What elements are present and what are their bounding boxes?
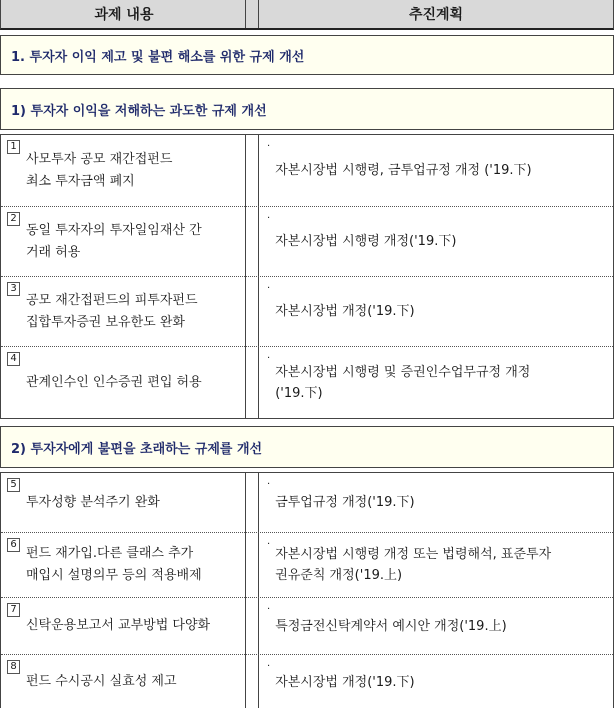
task-text: 펀드 수시공시 실효성 제고 <box>26 674 177 689</box>
item-number-box: 8 <box>7 660 20 674</box>
bullet-icon: · <box>267 213 271 224</box>
task-text: 신탁운용보고서 교부방법 다양화 <box>26 618 211 633</box>
table-row <box>1 277 613 347</box>
header-task-column: 과제 내용 <box>94 7 154 23</box>
bullet-icon: · <box>267 539 271 550</box>
group-2-table <box>0 472 614 708</box>
item-number-box: 1 <box>7 140 20 154</box>
item-number-box: 5 <box>7 478 20 492</box>
plan-text: 자본시장법 개정('19.下) <box>275 304 415 319</box>
plan-text: 자본시장법 시행령 개정 또는 법령해석, 표준투자 권유준칙 개정('19.上) <box>275 547 552 583</box>
bullet-icon: · <box>267 479 271 490</box>
table-row <box>1 655 613 709</box>
item-number-box: 2 <box>7 212 20 226</box>
group-heading-2: 2) 투자자에게 불편을 초래하는 규제를 개선 <box>0 426 614 468</box>
plan-text: 금투업규정 개정('19.下) <box>275 495 415 510</box>
plan-text: 자본시장법 개정('19.下) <box>275 674 415 690</box>
bullet-icon: · <box>267 353 271 364</box>
bullet-icon: · <box>267 661 271 672</box>
task-text: 투자성향 분석주기 완화 <box>26 494 160 510</box>
header-divider <box>245 0 259 28</box>
group-1-table <box>0 134 614 419</box>
item-number-box: 7 <box>7 603 20 617</box>
plan-text: 자본시장법 시행령 개정('19.下) <box>275 234 457 249</box>
bullet-icon: · <box>267 283 271 294</box>
section-title: 1. 투자자 이익 제고 및 불편 해소를 위한 규제 개선 <box>0 35 614 75</box>
bullet-icon: · <box>267 604 271 615</box>
table-row <box>1 473 613 533</box>
table-row <box>1 207 613 277</box>
plan-text: 특정금전신탁계약서 예시안 개정('19.上) <box>275 618 507 634</box>
plan-text: 자본시장법 시행령, 금투업규정 개정 ('19.下) <box>275 163 532 178</box>
item-number-box: 3 <box>7 282 20 296</box>
table-row <box>1 598 613 655</box>
bullet-icon: · <box>267 141 271 152</box>
group-heading-1: 1) 투자자 이익을 저해하는 과도한 규제 개선 <box>0 88 614 130</box>
plan-text: 자본시장법 시행령 및 증권인수업무규정 개정 ('19.下) <box>275 365 531 401</box>
task-text: 펀드 재가입.다른 클래스 추가 매입시 설명의무 등의 적용배제 <box>26 546 202 583</box>
header-plan-column: 추진계획 <box>408 7 464 23</box>
item-number-box: 4 <box>7 352 20 366</box>
task-text: 사모투자 공모 재간접펀드 최소 투자금액 폐지 <box>26 151 173 189</box>
item-number-box: 6 <box>7 538 20 552</box>
table-header <box>0 0 614 30</box>
table-row <box>1 135 613 207</box>
table-row <box>1 533 613 598</box>
task-text: 동일 투자자의 투자일임재산 간 거래 허용 <box>26 222 202 260</box>
table-row <box>1 347 613 419</box>
task-text: 관계인수인 인수증권 편입 허용 <box>26 375 202 390</box>
task-text: 공모 재간접펀드의 피투자펀드 집합투자증권 보유한도 완화 <box>26 292 198 330</box>
